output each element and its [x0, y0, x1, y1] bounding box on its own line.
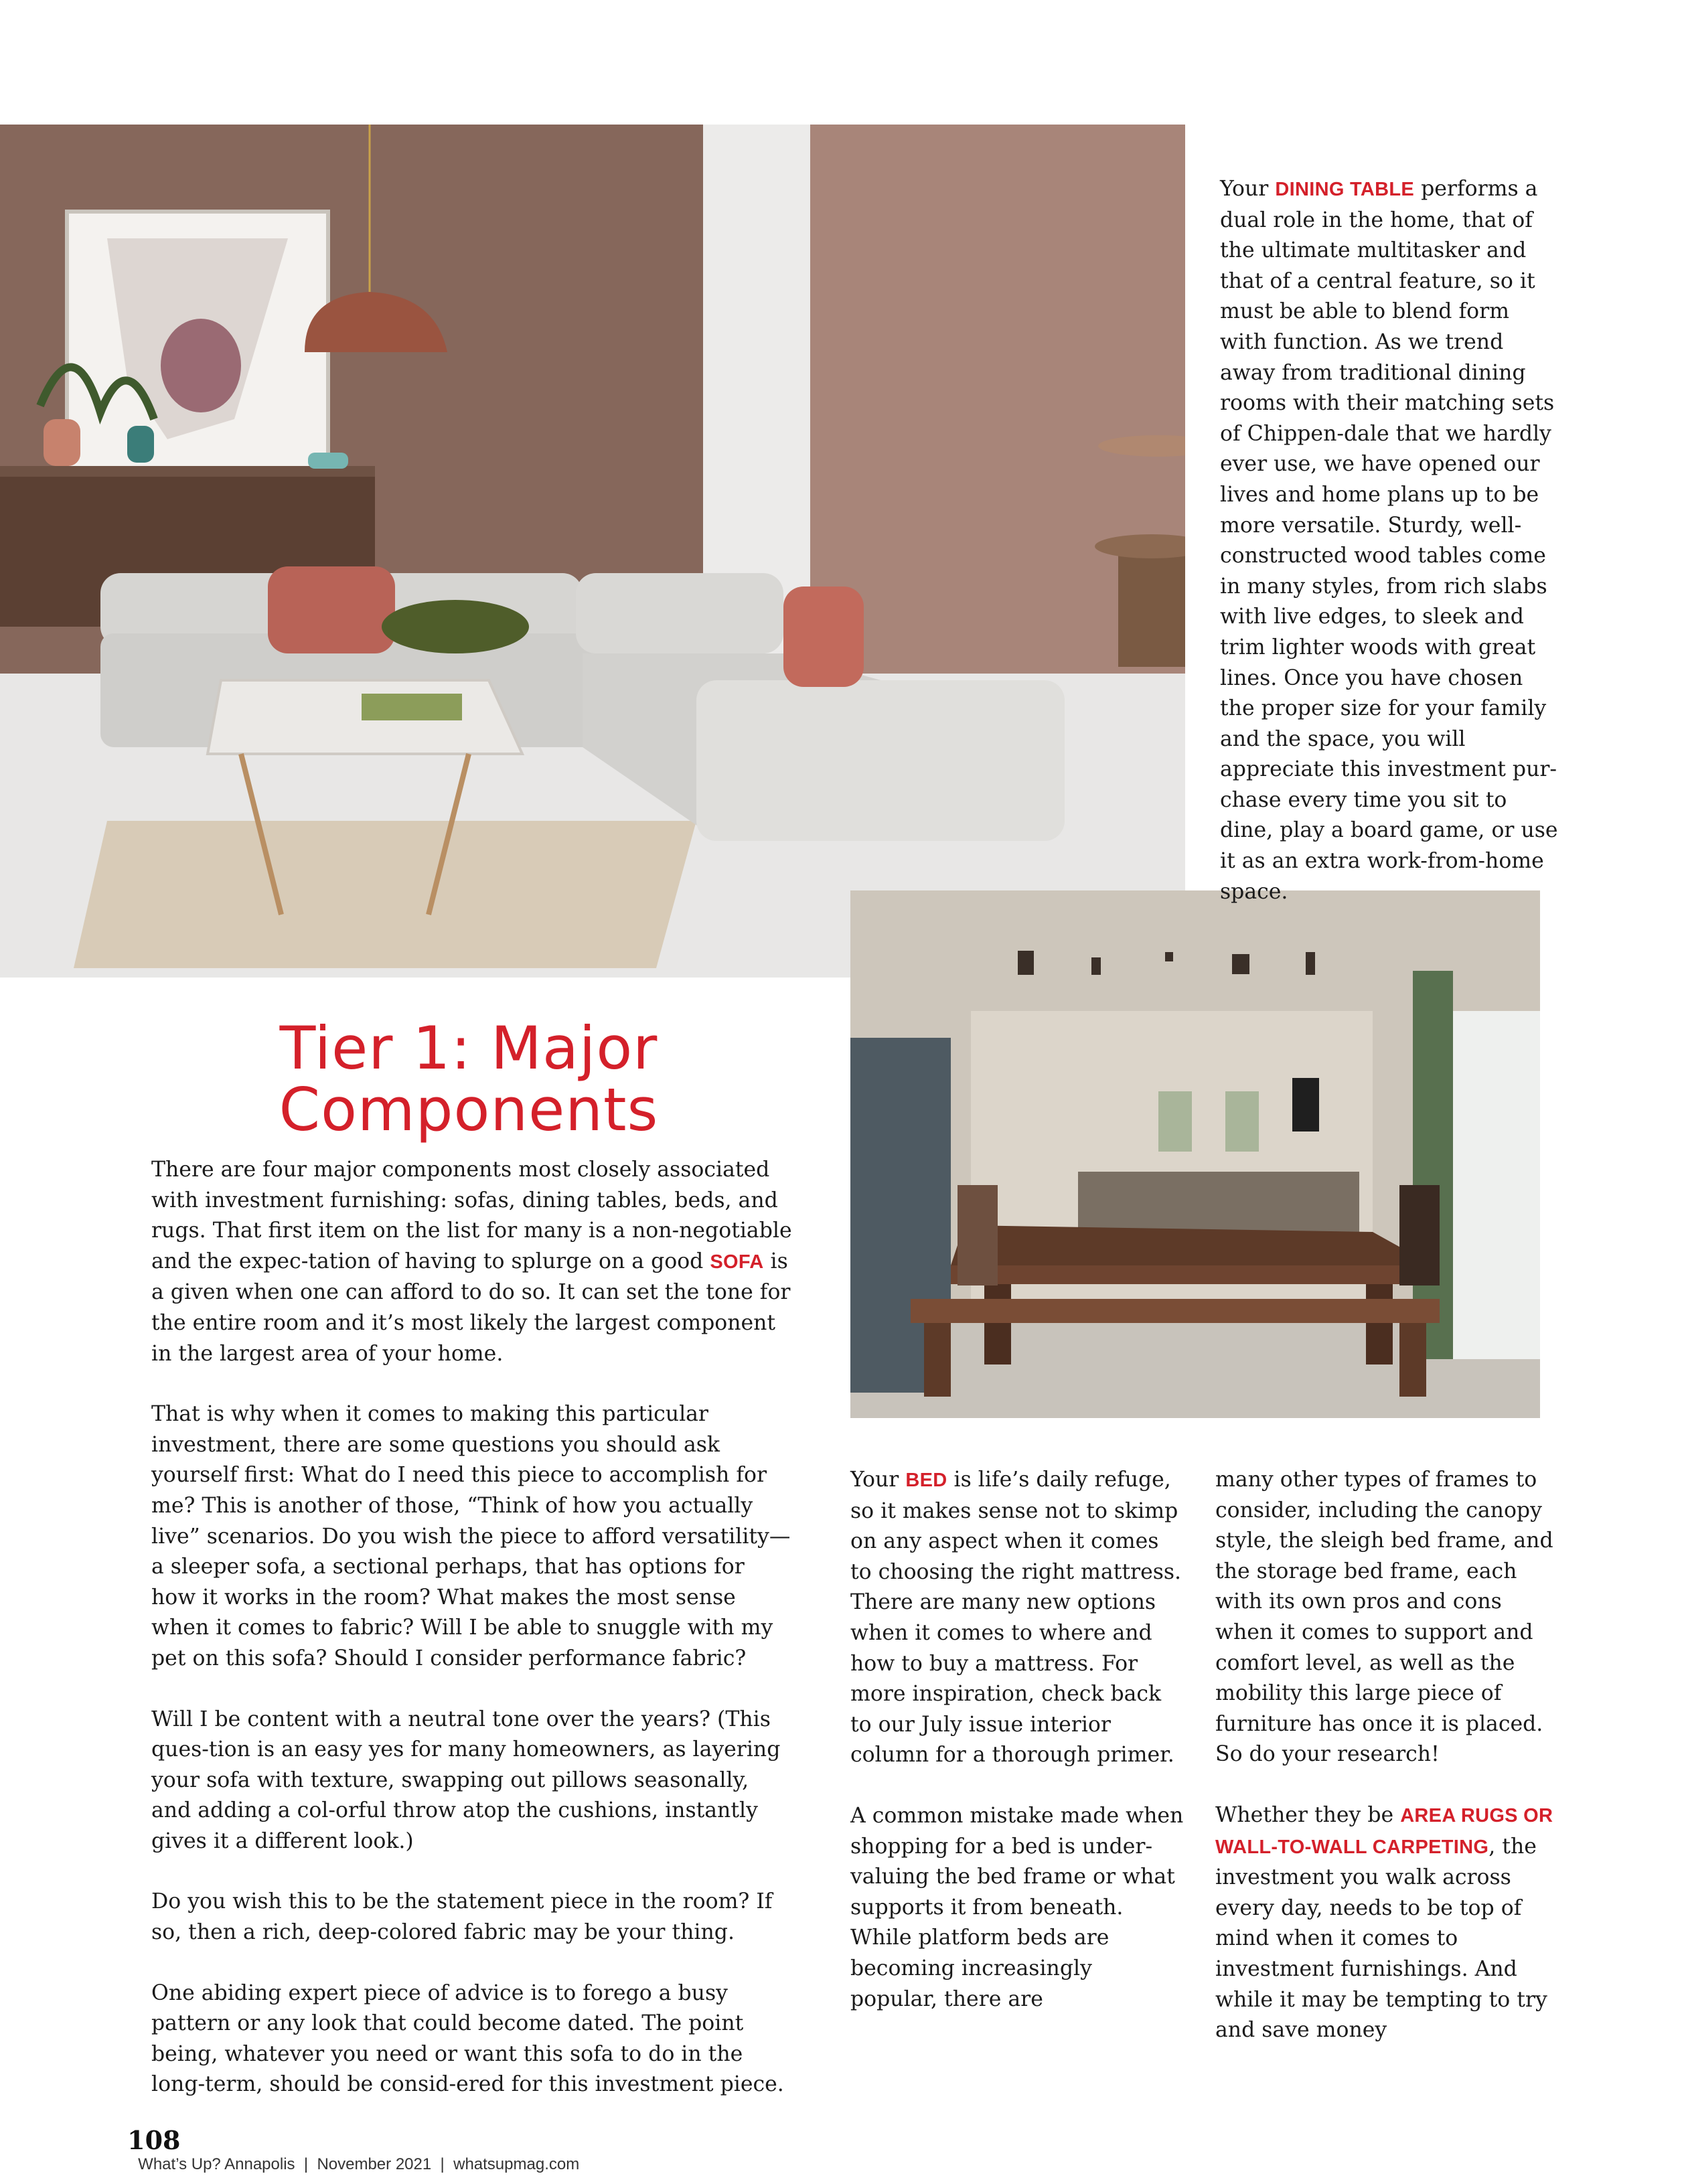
- bed-paragraph-1: Your BED is life’s daily refuge, so it makes sense not to skimp on any aspect when it comes to choosing the right mattress. There are many new options when it comes to where and how to buy a mattress. For more inspiration, check back to our July issue interior column for a thorough primer.: [850, 1468, 1182, 1768]
- rug-paragraph-2: Whether they be AREA RUGS OR WALL-TO-WALL CARPETING, the investment you walk across every day, needs to be top of mind when it comes to investment furnishings. And while it may be tempting to try and save money: [1215, 1802, 1553, 2043]
- bed-paragraph-2: A common mistake made when shopping for a bed is under-valuing the bed frame or what supports it from beneath. While platform beds are becoming increasingly popular, there are: [850, 1803, 1184, 2011]
- page-number: 108: [127, 2125, 181, 2155]
- dining-table-text: [1220, 174, 1561, 937]
- rug-keyword: AREA RUGS OR WALL-TO-WALL CARPETING: [1215, 1804, 1553, 1858]
- heading-line-1: Tier 1: Major: [279, 1014, 658, 1083]
- sofa-paragraph-2: That is why when it comes to making this particular investment, there are some questions you should ask yourself first: What do I need this piece to accomplish for me? This is another of those, “Think of how you actually live” scenarios. Do you wish the piece to afford versatility—a sleeper sofa, a sectional perhaps, that has options for how it works in the room? What makes the most sense when it comes to fabric? Will I be able to snuggle with my pet on this sofa? Should I consider performance fabric?: [151, 1402, 791, 1670]
- dining-room-photo: [850, 890, 1540, 1418]
- bed-column: [850, 1465, 1185, 2045]
- sofa-paragraph-5: One abiding expert piece of advice is to forego a busy pattern or any look that could become dated. The point being, whatever you need or want this sofa to do in the long-term, should be consid-ered for this investment piece.: [151, 1980, 784, 2097]
- rug-paragraph-1: many other types of frames to consider, including the canopy style, the sleigh bed frame, and the storage bed frame, each with its own pros and cons when it comes to support and comfort level, as well as the mobility this large piece of furniture has once it is placed. So do your research!: [1215, 1468, 1553, 1767]
- sofa-keyword: SOFA: [710, 1251, 764, 1273]
- sofa-paragraph-3: Will I be content with a neutral tone over the years? (This ques-tion is an easy yes for many homeowners, as layering your sofa with texture, swapping out pillows seasonally, and adding a col-orful throw atop the cushions, instantly gives it a different look.): [151, 1707, 781, 1853]
- dining-table-keyword: DINING TABLE: [1275, 179, 1415, 200]
- heading-line-2: Components: [279, 1075, 659, 1144]
- sofa-paragraph-1: There are four major components most closely associated with investment furnishing: sofas, dining tables, beds, and rugs. That first item on the list for many is a non-negotiable and the expec-tation of having to splurge on a good SOFA is a given when one can afford to do so. It can set the tone for the entire room and it’s most likely the largest component in the largest area of your home.: [151, 1158, 792, 1366]
- publication-line: What’s Up? Annapolis | November 2021 | whatsupmag.com: [138, 2155, 580, 2173]
- section-heading: [201, 1014, 737, 1144]
- rug-column: [1215, 1465, 1557, 2076]
- sofa-column: [151, 1155, 794, 2130]
- sofa-paragraph-4: Do you wish this to be the statement piece in the room? If so, then a rich, deep-colored fabric may be your thing.: [151, 1889, 773, 1945]
- living-room-photo: [0, 125, 1185, 978]
- page-footer: [121, 2112, 924, 2174]
- dining-table-paragraph: Your DINING TABLE performs a dual role in the home, that of the ultimate multitasker and that of a central feature, so it must be able to blend form with function. As we trend away from traditional dining rooms with their matching sets of Chippen-dale that we hardly ever use, we have opened our lives and home plans up to be more versatile. Sturdy, well-constructed wood tables come in many styles, from rich slabs with live edges, to sleek and trim lighter woods with great lines. Once you have chosen the proper size for your family and the space, you will appreciate this investment pur-chase every time you sit to dine, play a board game, or use it as an extra work-from-home space.: [1220, 177, 1558, 904]
- bed-keyword: BED: [905, 1470, 947, 1491]
